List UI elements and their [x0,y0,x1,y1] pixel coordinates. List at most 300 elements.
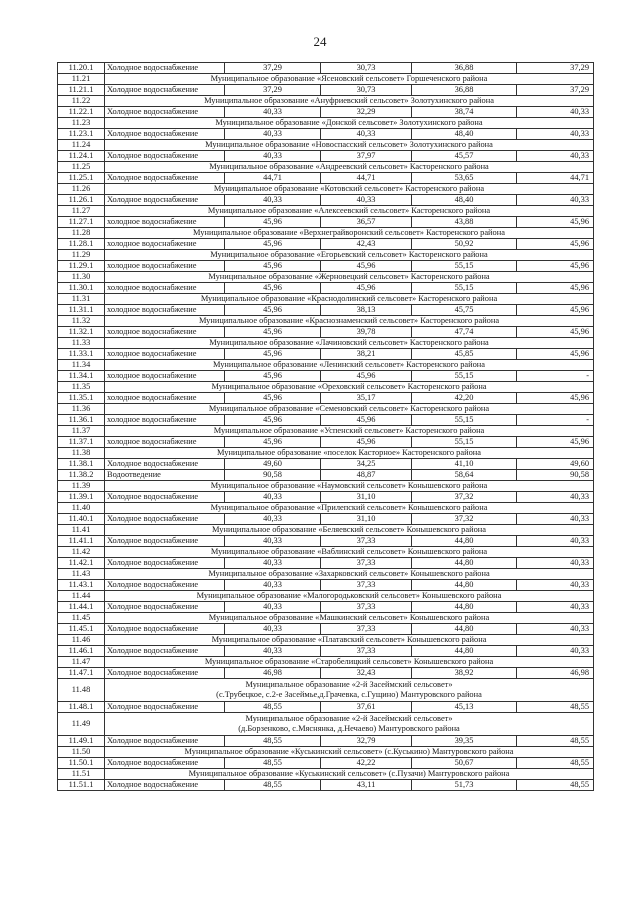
tariff-value-3: 47,74 [412,327,517,338]
service-name: холодное водоснабжение [105,283,225,294]
tariff-value-4: 45,96 [517,393,594,404]
tariff-value-2: 34,25 [321,459,412,470]
municipality-title-line: Муниципальное образование «Семеновский сельсовет» Касторенского района [208,403,490,413]
tariff-value-2: 30,73 [321,63,412,74]
municipality-header-row [58,96,594,107]
municipality-title [105,569,594,580]
tariff-row [58,558,594,569]
tariff-value-3: 51,73 [412,780,517,791]
row-code: 11.44.1 [58,602,105,613]
service-name: холодное водоснабжение [105,239,225,250]
row-code: 11.47.1 [58,668,105,679]
municipality-header-row [58,635,594,646]
service-name: Холодное водоснабжение [105,758,225,769]
tariff-value-4: 40,33 [517,624,594,635]
service-name: холодное водоснабжение [105,217,225,228]
tariff-row [58,151,594,162]
municipality-title [105,547,594,558]
tariff-value-1: 45,96 [225,305,321,316]
tariff-value-3: 45,85 [412,349,517,360]
tariff-value-1: 48,55 [225,702,321,713]
municipality-header-row [58,679,594,702]
municipality-title [105,769,594,780]
municipality-title-line: Муниципальное образование «Малогородьковский сельсовет» Конышевского района [196,590,502,600]
municipality-title [105,74,594,85]
tariff-value-4: 40,33 [517,514,594,525]
tariff-value-4: 46,98 [517,668,594,679]
municipality-title-line-2: (д.Борзенково, с.Мяснянка, д.Нечаево) Мантуровского района [238,724,460,733]
tariff-value-1: 40,33 [225,129,321,140]
tariff-value-2: 37,33 [321,646,412,657]
tariff-value-3: 38,74 [412,107,517,118]
row-code: 11.20.1 [58,63,105,74]
tariff-value-1: 37,29 [225,85,321,96]
tariff-value-3: 44,80 [412,602,517,613]
municipality-header-row [58,118,594,129]
section-code: 11.35 [58,382,105,393]
service-name: Холодное водоснабжение [105,63,225,74]
section-code: 11.26 [58,184,105,195]
municipality-title-line: Муниципальное образование «Алексеевский сельсовет» Касторенского района [207,205,491,215]
municipality-title-line: Муниципальное образование «Лачиновский сельсовет» Касторенского района [209,337,489,347]
tariff-row [58,736,594,747]
tariff-value-4: 48,55 [517,736,594,747]
service-name: Холодное водоснабжение [105,702,225,713]
section-code: 11.27 [58,206,105,217]
municipality-title [105,635,594,646]
municipality-header-row [58,382,594,393]
tariff-value-2: 32,79 [321,736,412,747]
municipality-title-line: Муниципальное образование «Ленинский сельсовет» Касторенского района [212,359,486,369]
tariff-value-2: 36,57 [321,217,412,228]
tariff-row [58,702,594,713]
municipality-title-line: Муниципальное образование «Егорьевский сельсовет» Касторенского района [210,249,488,259]
tariff-value-4: 40,33 [517,195,594,206]
municipality-header-row [58,404,594,415]
municipality-title-line: Муниципальное образование «Краснознаменский сельсовет» Касторенского района [198,315,500,325]
row-code: 11.29.1 [58,261,105,272]
tariff-value-1: 40,33 [225,195,321,206]
row-code: 11.45.1 [58,624,105,635]
municipality-title-line: Муниципальное образование «Машкинский сельсовет» Конышевского района [208,612,490,622]
tariff-value-3: 45,57 [412,151,517,162]
tariff-row [58,261,594,272]
tariff-row [58,283,594,294]
service-name: холодное водоснабжение [105,327,225,338]
municipality-title [105,250,594,261]
municipality-header-row [58,547,594,558]
service-name: Холодное водоснабжение [105,514,225,525]
tariff-value-4: 45,96 [517,305,594,316]
municipality-header-row [58,74,594,85]
tariff-value-4: 40,33 [517,129,594,140]
section-code: 11.38 [58,448,105,459]
service-name: Холодное водоснабжение [105,492,225,503]
tariff-value-4: 45,96 [517,327,594,338]
municipality-title-line: Муниципальное образование «Жерновецкий сельсовет» Касторенского района [208,271,490,281]
tariff-value-4: 40,33 [517,107,594,118]
tariff-value-1: 40,33 [225,602,321,613]
section-code: 11.37 [58,426,105,437]
service-name: Холодное водоснабжение [105,624,225,635]
tariff-value-2: 37,33 [321,602,412,613]
municipality-title [105,294,594,305]
tariff-value-1: 40,33 [225,151,321,162]
municipality-header-row [58,162,594,173]
section-code: 11.23 [58,118,105,129]
tariff-value-3: 38,92 [412,668,517,679]
tariff-value-3: 42,20 [412,393,517,404]
tariff-value-1: 90,58 [225,470,321,481]
row-code: 11.37.1 [58,437,105,448]
tariff-value-1: 46,98 [225,668,321,679]
tariff-value-4: 48,55 [517,702,594,713]
tariff-value-2: 37,33 [321,580,412,591]
tariff-value-1: 45,96 [225,327,321,338]
service-name: Холодное водоснабжение [105,780,225,791]
municipality-title [105,448,594,459]
service-name: холодное водоснабжение [105,261,225,272]
tariff-value-1: 40,33 [225,492,321,503]
tariff-value-1: 40,33 [225,536,321,547]
tariff-row [58,602,594,613]
tariff-value-4: 40,33 [517,536,594,547]
municipality-header-row [58,338,594,349]
service-name: Холодное водоснабжение [105,602,225,613]
municipality-header-row [58,250,594,261]
tariff-value-3: 44,80 [412,624,517,635]
tariff-value-3: 44,80 [412,646,517,657]
tariff-value-1: 40,33 [225,514,321,525]
municipality-title-line: Муниципальное образование «Старобелицкий сельсовет» Конышевского района [204,656,494,666]
service-name: Холодное водоснабжение [105,580,225,591]
municipality-header-row [58,713,594,736]
service-name: холодное водоснабжение [105,393,225,404]
service-name: Холодное водоснабжение [105,107,225,118]
municipality-header-row [58,481,594,492]
row-code: 11.33.1 [58,349,105,360]
municipality-header-row [58,591,594,602]
tariff-value-2: 30,73 [321,85,412,96]
tariff-value-1: 40,33 [225,646,321,657]
section-code: 11.41 [58,525,105,536]
service-name: холодное водоснабжение [105,371,225,382]
municipality-header-row [58,360,594,371]
tariff-value-3: 48,40 [412,129,517,140]
tariff-row [58,437,594,448]
tariff-value-2: 31,10 [321,514,412,525]
section-code: 11.42 [58,547,105,558]
section-code: 11.50 [58,747,105,758]
tariff-value-4: 45,96 [517,217,594,228]
tariff-value-4: 37,29 [517,63,594,74]
tariff-value-2: 48,87 [321,470,412,481]
municipality-title-line-2: (с.Трубецкое, с.2-е Засеймье,д.Грачевка, с.Гущино) Мантуровского района [216,690,482,699]
tariff-value-2: 43,11 [321,780,412,791]
tariff-value-3: 36,88 [412,63,517,74]
section-code: 11.46 [58,635,105,646]
tariff-value-2: 37,33 [321,624,412,635]
tariff-value-2: 32,29 [321,107,412,118]
tariff-value-4: - [517,371,594,382]
tariff-value-2: 40,33 [321,129,412,140]
tariff-row [58,371,594,382]
tariff-value-1: 45,96 [225,415,321,426]
municipality-title-line: Муниципальное образование «Прилепский сельсовет» Конышевского района [210,502,488,512]
municipality-header-row [58,228,594,239]
tariff-value-4: 40,33 [517,151,594,162]
section-code: 11.49 [58,713,105,736]
municipality-title [105,591,594,602]
row-code: 11.46.1 [58,646,105,657]
service-name: Холодное водоснабжение [105,195,225,206]
row-code: 11.41.1 [58,536,105,547]
tariff-value-4: 40,33 [517,580,594,591]
tariff-value-2: 42,22 [321,758,412,769]
section-code: 11.29 [58,250,105,261]
tariff-value-3: 41,10 [412,459,517,470]
row-code: 11.24.1 [58,151,105,162]
tariff-value-1: 44,71 [225,173,321,184]
tariff-row [58,63,594,74]
row-code: 11.21.1 [58,85,105,96]
municipality-title-line: Муниципальное образование «Андреевский сельсовет» Касторенского района [209,161,489,171]
municipality-title-line: Муниципальное образование «Новоспасский сельсовет» Золотухинского района [205,139,493,149]
row-code: 11.32.1 [58,327,105,338]
tariff-value-3: 55,15 [412,415,517,426]
row-code: 11.38.1 [58,459,105,470]
municipality-header-row [58,613,594,624]
tariff-value-1: 45,96 [225,437,321,448]
tariff-value-3: 37,32 [412,492,517,503]
tariff-row [58,393,594,404]
municipality-title [105,316,594,327]
page-number: 24 [313,34,327,49]
row-code: 11.39.1 [58,492,105,503]
municipality-title-line: Муниципальное образование «Куськинский сельсовет» (с.Пузачи) Мантуровского района [188,768,510,778]
tariff-value-3: 44,80 [412,558,517,569]
tariff-value-4: - [517,415,594,426]
tariff-value-3: 55,15 [412,371,517,382]
municipality-title-line: Муниципальное образование «Наумовский сельсовет» Конышевского района [210,480,488,490]
tariff-table-body [58,63,594,791]
section-code: 11.39 [58,481,105,492]
tariff-value-3: 50,92 [412,239,517,250]
section-code: 11.48 [58,679,105,702]
tariff-value-1: 37,29 [225,63,321,74]
service-name: Водоотведение [105,470,225,481]
tariff-value-1: 45,96 [225,239,321,250]
service-name: холодное водоснабжение [105,415,225,426]
section-code: 11.47 [58,657,105,668]
tariff-value-2: 45,96 [321,415,412,426]
section-code: 11.28 [58,228,105,239]
row-code: 11.40.1 [58,514,105,525]
municipality-title [105,184,594,195]
tariff-value-4: 40,33 [517,602,594,613]
tariff-value-1: 45,96 [225,283,321,294]
municipality-header-row [58,426,594,437]
row-code: 11.31.1 [58,305,105,316]
section-code: 11.32 [58,316,105,327]
section-code: 11.51 [58,769,105,780]
municipality-title [105,657,594,668]
section-code: 11.33 [58,338,105,349]
tariff-value-1: 48,55 [225,758,321,769]
tariff-row [58,780,594,791]
tariff-value-4: 40,33 [517,492,594,503]
tariff-value-3: 55,15 [412,261,517,272]
service-name: Холодное водоснабжение [105,173,225,184]
municipality-title-line: Муниципальное образование «Беляевский сельсовет» Конышевского района [212,524,486,534]
service-name: Холодное водоснабжение [105,85,225,96]
municipality-title-line: Муниципальное образование «Ясеновский сельсовет» Горшеченского района [210,73,488,83]
tariff-value-2: 40,33 [321,195,412,206]
municipality-title [105,481,594,492]
tariff-value-2: 45,96 [321,261,412,272]
row-code: 11.43.1 [58,580,105,591]
row-code: 11.48.1 [58,702,105,713]
row-code: 11.34.1 [58,371,105,382]
municipality-title-line: Муниципальное образование «Ореховский сельсовет» Касторенского района [211,381,487,391]
tariff-value-4: 90,58 [517,470,594,481]
municipality-title [105,206,594,217]
municipality-title [105,613,594,624]
tariff-value-2: 42,43 [321,239,412,250]
tariff-value-1: 40,33 [225,107,321,118]
section-code: 11.36 [58,404,105,415]
tariff-value-1: 40,33 [225,580,321,591]
tariff-value-3: 48,40 [412,195,517,206]
tariff-value-2: 35,17 [321,393,412,404]
municipality-header-row [58,769,594,780]
section-code: 11.24 [58,140,105,151]
tariff-value-4: 45,96 [517,437,594,448]
municipality-title [105,404,594,415]
municipality-header-row [58,525,594,536]
tariff-value-4: 45,96 [517,261,594,272]
tariff-value-3: 37,32 [412,514,517,525]
tariff-value-1: 45,96 [225,393,321,404]
row-code: 11.51.1 [58,780,105,791]
service-name: холодное водоснабжение [105,349,225,360]
tariff-value-4: 40,33 [517,558,594,569]
tariff-value-3: 55,15 [412,437,517,448]
municipality-header-row [58,140,594,151]
tariff-value-1: 49,60 [225,459,321,470]
tariff-row [58,305,594,316]
section-code: 11.43 [58,569,105,580]
tariff-value-3: 53,65 [412,173,517,184]
tariff-value-2: 31,10 [321,492,412,503]
municipality-title [105,713,594,736]
municipality-title-line: Муниципальное образование «2-й Засеймский сельсовет» [245,680,453,690]
service-name: Холодное водоснабжение [105,459,225,470]
municipality-title-line: Муниципальное образование «Котовский сельсовет» Касторенского района [213,183,485,193]
tariff-value-2: 38,13 [321,305,412,316]
row-code: 11.38.2 [58,470,105,481]
municipality-header-row [58,272,594,283]
tariff-value-3: 45,13 [412,702,517,713]
tariff-value-3: 45,75 [412,305,517,316]
municipality-title-line: Муниципальное образование «Захарковский сельсовет» Конышевского района [208,568,490,578]
tariff-value-3: 36,88 [412,85,517,96]
tariff-value-1: 48,55 [225,780,321,791]
service-name: Холодное водоснабжение [105,646,225,657]
tariff-value-1: 45,96 [225,349,321,360]
municipality-title-line: Муниципальное образование «Успенский сельсовет» Касторенского района [213,425,485,435]
tariff-value-3: 50,67 [412,758,517,769]
municipality-header-row [58,184,594,195]
row-code: 11.42.1 [58,558,105,569]
row-code: 11.36.1 [58,415,105,426]
tariff-value-3: 44,80 [412,580,517,591]
tariff-row [58,668,594,679]
tariff-row [58,646,594,657]
municipality-title [105,96,594,107]
municipality-title-line: Муниципальное образование «Куськинский сельсовет» (с.Куськино) Мантуровского района [184,746,514,756]
tariff-row [58,758,594,769]
section-code: 11.25 [58,162,105,173]
tariff-row [58,107,594,118]
municipality-title-line: Муниципальное образование «поселок Касторное» Касторенского района [217,447,481,457]
municipality-header-row [58,448,594,459]
row-code: 11.27.1 [58,217,105,228]
municipality-title [105,426,594,437]
municipality-header-row [58,294,594,305]
service-name: холодное водоснабжение [105,437,225,448]
municipality-title-line: Муниципальное образование «Платавский сельсовет» Конышевского района [211,634,487,644]
municipality-title-line: Муниципальное образование «2-й Засеймский сельсовет» [245,714,453,724]
tariff-value-4: 45,96 [517,283,594,294]
row-code: 11.25.1 [58,173,105,184]
row-code: 11.26.1 [58,195,105,206]
tariff-row [58,580,594,591]
tariff-row [58,195,594,206]
municipality-header-row [58,657,594,668]
section-code: 11.34 [58,360,105,371]
municipality-header-row [58,316,594,327]
service-name: Холодное водоснабжение [105,558,225,569]
municipality-title [105,118,594,129]
municipality-title [105,272,594,283]
tariff-value-2: 37,97 [321,151,412,162]
tariff-row [58,470,594,481]
municipality-title-line: Муниципальное образование «Ануфриевский сельсовет» Золотухинского района [204,95,494,105]
municipality-title [105,228,594,239]
tariff-row [58,415,594,426]
municipality-header-row [58,503,594,514]
tariff-value-2: 37,61 [321,702,412,713]
section-code: 11.22 [58,96,105,107]
tariff-value-1: 45,96 [225,261,321,272]
municipality-title [105,747,594,758]
tariff-row [58,349,594,360]
tariff-row [58,514,594,525]
municipality-header-row [58,206,594,217]
tariff-row [58,492,594,503]
tariff-value-4: 45,96 [517,239,594,250]
tariff-row [58,173,594,184]
tariff-value-3: 55,15 [412,283,517,294]
row-code: 11.22.1 [58,107,105,118]
municipality-title-line: Муниципальное образование «Верхнеграйворонский сельсовет» Касторенского района [193,227,505,237]
tariff-value-1: 40,33 [225,558,321,569]
tariff-value-2: 45,96 [321,283,412,294]
tariff-row [58,129,594,140]
municipality-title [105,503,594,514]
tariff-row [58,85,594,96]
